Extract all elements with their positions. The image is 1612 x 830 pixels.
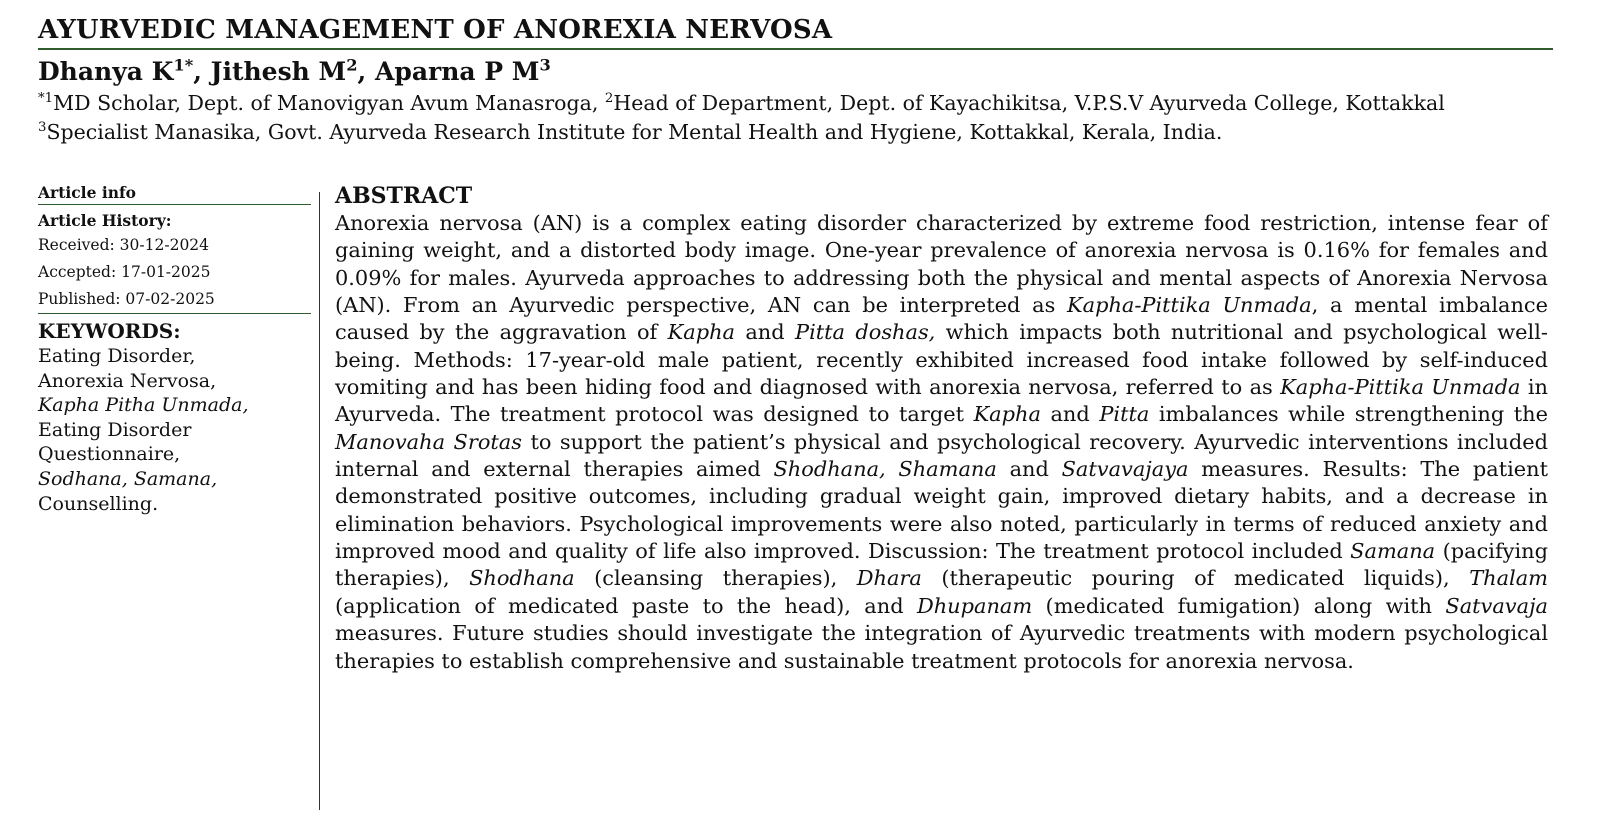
author-name: Jithesh M <box>210 57 347 86</box>
abstract-italic-term: Manovaha Srotas <box>335 429 522 454</box>
abstract-italic-term: Satvavajaya <box>1061 457 1189 482</box>
abstract-text-run: (cleansing therapies), <box>574 566 857 591</box>
abstract-italic-term: Dhara <box>856 566 922 591</box>
abstract-italic-term: Dhupanam <box>916 593 1033 618</box>
published-date: Published: 07-02-2025 <box>38 290 215 308</box>
abstract-italic-term: Kapha <box>973 402 1041 427</box>
abstract-italic-term: Kapha-Pittika Unmada <box>1067 293 1312 318</box>
abstract-italic-term: Pitta doshas, <box>795 320 936 345</box>
affiliation-mark: *1 <box>38 91 54 107</box>
abstract-text-run: and <box>734 320 796 345</box>
column-divider <box>319 192 320 810</box>
received-date: Received: 30-12-2024 <box>38 236 210 254</box>
affiliation-text: Head of Department, Dept. of Kayachikitsa, V.P.S.V Ayurveda College, Kottakkal <box>613 91 1445 115</box>
author-separator: , <box>357 57 375 86</box>
author-mark: 2 <box>346 55 358 75</box>
keyword-item: Questionnaire, <box>38 443 181 466</box>
affiliation-mark: 3 <box>38 119 47 135</box>
abstract-text-run: (pacifying therapies), <box>335 539 1548 591</box>
affiliation-block-1 <box>38 89 1590 118</box>
abstract-text-run: imbalances while strengthening the <box>1149 402 1549 427</box>
affiliation-mark: 2 <box>604 91 614 107</box>
abstract-text-run: to support the patient’s physical and psychological recovery. Ayurvedic interventions included internal and external therapies aimed <box>335 429 1548 482</box>
abstract-italic-term: Pitta <box>1099 402 1150 427</box>
abstract-text-run: measures. Future studies should investigate the integration of Ayurvedic treatments with modern psychological therapies to establish comprehensive and sustainable treatment protocols for anorexia nervosa. <box>335 621 1548 673</box>
article-info-divider <box>38 204 311 205</box>
abstract-text-run: measures. Results: The patient demonstrated positive outcomes, including gradual weight gain, improved dietary habits, and a decrease in elimination behaviors. Psychological improvements were also noted, particularly in terms of reduced anxiety and improved mood and quality of life also improved. Discussion: The treatment protocol included <box>335 457 1548 564</box>
abstract-text-run: (application of medicated paste to the head), and <box>335 593 917 618</box>
abstract-italic-term: Thalam <box>1469 566 1548 591</box>
abstract-text-run: (therapeutic pouring of medicated liquids), <box>921 566 1470 591</box>
history-divider <box>38 313 311 314</box>
abstract-italic-term: Kapha-Pittika Unmada <box>1280 375 1521 400</box>
abstract-heading: ABSTRACT <box>335 183 473 209</box>
paper-title: AYURVEDIC MANAGEMENT OF ANOREXIA NERVOSA <box>38 14 1553 50</box>
keyword-item: Counselling. <box>38 492 159 515</box>
author-separator: , <box>193 57 211 86</box>
keyword-item: Kapha Pitha Unmada, <box>38 394 249 417</box>
author-name: Dhanya K <box>38 57 174 86</box>
abstract-italic-term: Satvavaja <box>1445 593 1548 618</box>
abstract-text-run: and <box>996 457 1062 482</box>
abstract-text-run: , a mental imbalance caused by the aggravation of <box>335 293 1548 345</box>
keyword-item: Anorexia Nervosa, <box>38 369 217 392</box>
article-history-label: Article History: <box>38 211 172 230</box>
abstract-italic-term: Samana <box>1350 539 1436 564</box>
abstract-text-run: and <box>1040 402 1100 427</box>
affiliation-text: Specialist Manasika, Govt. Ayurveda Research Institute for Mental Health and Hygiene, Kottakkal, Kerala, India. <box>46 119 1223 144</box>
abstract-italic-term: Shodhana, Shamana <box>773 457 997 482</box>
abstract-text <box>335 210 1548 675</box>
accepted-date: Accepted: 17-01-2025 <box>38 263 211 281</box>
abstract-column <box>335 182 1548 675</box>
abstract-text-run: in Ayurveda. The treatment protocol was designed to target <box>335 375 1548 427</box>
keywords-label: KEYWORDS: <box>38 319 181 343</box>
abstract-text-run: which impacts both nutritional and psychological well-being. Methods: 17-year-old male patient, recently exhibited increased food intake followed by self-induced vomiting and has been hiding food and diagnosed with anorexia nervosa, referred to as <box>335 320 1548 400</box>
article-info-label: Article info <box>38 183 136 202</box>
abstract-text-run: (medicated fumigation) along with <box>1032 593 1446 618</box>
affiliation-block-2 <box>38 118 1590 147</box>
keywords-list <box>38 344 311 516</box>
author-list <box>38 55 1590 89</box>
affiliation-text: MD Scholar, Dept. of Manovigyan Avum Manasroga, <box>53 91 605 115</box>
article-info-column <box>38 182 311 516</box>
keyword-item: Eating Disorder <box>38 418 192 441</box>
author-mark: 3 <box>539 55 551 75</box>
abstract-italic-term: Shodhana <box>469 566 575 591</box>
author-name: Aparna P M <box>374 57 540 86</box>
author-mark: 1* <box>173 55 194 75</box>
keyword-item: Sodhana, Samana, <box>38 467 218 490</box>
paper-page <box>38 14 1590 673</box>
abstract-text-run: Anorexia nervosa (AN) is a complex eating disorder characterized by extreme food restriction, intense fear of gaining weight, and a distorted body image. One-year prevalence of anorexia nervosa is 0.16% for females and 0.09% for males. Ayurveda approaches to addressing both the physical and mental aspects of Anorexia Nervosa (AN). From an Ayurvedic perspective, AN can be interpreted as <box>335 211 1548 318</box>
keyword-item: Eating Disorder, <box>38 345 196 367</box>
abstract-italic-term: Kapha <box>667 320 735 345</box>
